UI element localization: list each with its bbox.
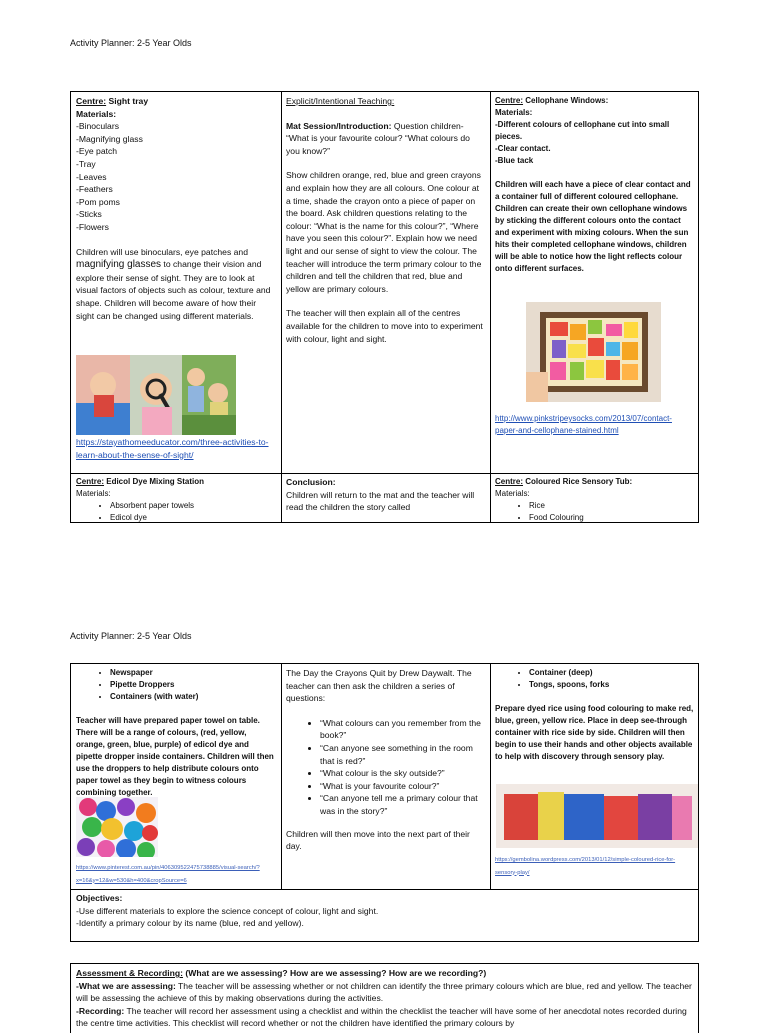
list-item: -Eye patch xyxy=(76,146,118,157)
materials-label: Materials: xyxy=(495,489,530,498)
list-item: • “Can anyone see something in the room that is red?” xyxy=(320,742,485,767)
list-item: • Edicol dye xyxy=(110,512,276,524)
list-item: • Containers (with water) xyxy=(110,691,276,703)
planner-table-bottom xyxy=(70,663,699,942)
assessment-title: Assessment & Recording: xyxy=(76,968,183,978)
materials-list xyxy=(495,667,695,691)
description: Children will each have a piece of clear contact and a container full of different coloured cellophane. Children can create their own cellophane windows by sticking the different colours onto the contact and experiment with mixing colours. When the sun hits their completed cellophane windows, children will be able to notice how the light reflects colour onto different surfaces. xyxy=(495,180,691,273)
assessment-table xyxy=(70,963,699,1033)
conclusion-title: Conclusion: xyxy=(286,477,336,487)
sight-link-cell xyxy=(71,433,281,473)
list-item: -Leaves xyxy=(76,171,107,182)
centre-title: Coloured Rice Sensory Tub: xyxy=(523,477,633,486)
description: Prepare dyed rice using food colouring to make red, blue, green, yellow rice. Place in deep see-through container with rice side by side. Children will then begin to use their hands and other objects available to help with discovery through sensory play. xyxy=(495,704,694,761)
materials-label: Materials: xyxy=(495,108,533,117)
list-item: • “What is your favourite colour?” xyxy=(320,780,485,793)
list-item: • Food Colouring xyxy=(529,512,695,524)
cellophane-resource-link[interactable]: http://www.pinkstripeysocks.com/2013/07/contact-paper-and-cellophane-stained.html xyxy=(495,414,672,435)
rice-cell xyxy=(490,473,700,524)
description: Teacher will have prepared paper towel on table. There will be a range of colours, (red, yellow, orange, green, blue, purple) of edicol dye and pipette dropper inside containers. Children will then use the droppers to help distribute colours onto paper towel as they begin to witness colours combining together. xyxy=(76,716,274,797)
list-item: -Feathers xyxy=(76,184,113,195)
description: Children will use binoculars, eye patches and magnifying glasses to change their vision and explore their sense of sight. They are to look at visual factors of objects such as colour, texture and shape. Children will become aware of how their sight can be changed using different materials. xyxy=(76,246,271,321)
list-item: -Flowers xyxy=(76,221,109,232)
assessment-subtitle: (What are we assessing? How are we assessing? How are we recording?) xyxy=(182,968,487,978)
sight-resource-link[interactable]: https://stayathomeeducator.com/three-activities-to-learn-about-the-sense-of-sight/ xyxy=(76,437,269,460)
questions-list xyxy=(286,717,485,818)
list-item: -Magnifying glass xyxy=(76,133,143,144)
materials-label: Materials: xyxy=(76,108,117,119)
list-item: • Absorbent paper towels xyxy=(110,500,276,512)
rice-link-cell xyxy=(490,849,700,889)
planner-table-top xyxy=(70,91,699,523)
list-item: • “What colour is the sky outside?” xyxy=(320,767,485,780)
list-item: -Different colours of cellophane cut into small pieces. xyxy=(495,120,670,141)
conclusion-text: The Day the Crayons Quit by Drew Daywalt. The teacher can then ask the children a series of questions: xyxy=(286,668,472,704)
centre-label: Centre: xyxy=(76,96,107,106)
conclusion-cont-cell xyxy=(281,664,490,889)
list-item: -Sticks xyxy=(76,209,102,220)
conclusion-closing: Children will then move into the next part of their day. xyxy=(286,828,470,852)
materials-list xyxy=(76,500,276,524)
page-header: Activity Planner: 2-5 Year Olds xyxy=(70,38,192,48)
list-item: -Pom poms xyxy=(76,196,120,207)
materials-list xyxy=(495,500,695,524)
page-header: Activity Planner: 2-5 Year Olds xyxy=(70,631,192,641)
edicol-link-cell xyxy=(71,857,281,887)
list-item: • “Can anyone tell me a primary colour that was in the story?” xyxy=(320,792,485,817)
mat-session: Mat Session/Introduction: Question children- “What is your favourite colour? “What colours do you know?” xyxy=(286,120,470,156)
objectives-title: Objectives: xyxy=(76,893,123,903)
cellophane-window-photo xyxy=(526,302,661,402)
conclusion-cell xyxy=(281,473,490,524)
centre-title: Edicol Dye Mixing Station xyxy=(104,477,205,486)
materials-label: Materials: xyxy=(76,489,111,498)
list-item: • Pipette Droppers xyxy=(110,679,276,691)
dye-paper-photo xyxy=(76,797,158,857)
explicit-para-1: Show children orange, red, blue and green crayons and explain how they are all colours. One colour at a time, shade the crayon onto a piece of paper on the board. Ask children questions relating to the colour: “What is the name for this colour?”, “Where have you seen this colour?”. Explain how we need light and our sense of sight to view the colour. The teacher will introduce the term primary colour to the children and tell the children that red, blue and yellow are primary colours. xyxy=(286,170,482,294)
explicit-title: Explicit/Intentional Teaching: xyxy=(286,96,395,106)
centre-label: Centre: xyxy=(495,477,524,486)
conclusion-text: Children will return to the mat and the teacher will read the children the story called xyxy=(286,489,475,513)
cellophane-link-cell xyxy=(490,410,700,450)
list-item: -Blue tack xyxy=(495,156,534,165)
list-item: -Clear contact. xyxy=(495,144,551,153)
centre-label: Centre: xyxy=(76,477,105,486)
list-item: -Tray xyxy=(76,158,96,169)
edicol-resource-link[interactable]: https://www.pinterest.com.au/pin/406309522475738885/visual-search/?x=16&y=12&w=530&h=400&cropSource=6 xyxy=(76,865,260,884)
list-item: -Binoculars xyxy=(76,121,119,132)
assessment-recording: -Recording: The teacher will record her assessment using a checklist and within the checklist the teacher will have some of her anecdotal notes recorded during the centre time activities. This checklist will record whether or not the children have identified the primary colours by xyxy=(76,1005,687,1029)
list-item: • Newspaper xyxy=(110,667,276,679)
materials-list xyxy=(76,667,276,703)
list-item: • Rice xyxy=(529,500,695,512)
list-item: • “What colours can you remember from the book?” xyxy=(320,717,485,742)
assessment-what: -What we are assessing: The teacher will be assessing whether or not children can identify the three primary colours which are blue, red and yellow. The teacher will be assessing the achieve of this by making observations during the activities. xyxy=(76,980,692,1004)
centre-label: Centre: xyxy=(495,96,524,105)
list-item: -Identify a primary colour by its name (blue, red and yellow). xyxy=(76,918,304,929)
centre-title: Cellophane Windows: xyxy=(523,96,609,105)
explicit-para-2: The teacher will then explain all of the centres available for the children to move into to experiment with colour, light and sight. xyxy=(286,308,483,344)
list-item: • Container (deep) xyxy=(529,667,695,679)
list-item: • Tongs, spoons, forks xyxy=(529,679,695,691)
explicit-teaching-cell xyxy=(281,92,490,473)
objectives-cell xyxy=(71,889,700,943)
list-item: -Use different materials to explore the science concept of colour, light and sight. xyxy=(76,905,379,916)
centre-title: Sight tray xyxy=(106,96,149,106)
coloured-rice-photo xyxy=(496,784,698,848)
sight-activity-photo xyxy=(76,355,236,435)
materials-list xyxy=(76,120,276,233)
edicol-cell xyxy=(71,473,281,524)
rice-resource-link[interactable]: https://gembolina.wordpress.com/2013/01/12/simple-coloured-rice-for-sensory-play/ xyxy=(495,857,676,876)
